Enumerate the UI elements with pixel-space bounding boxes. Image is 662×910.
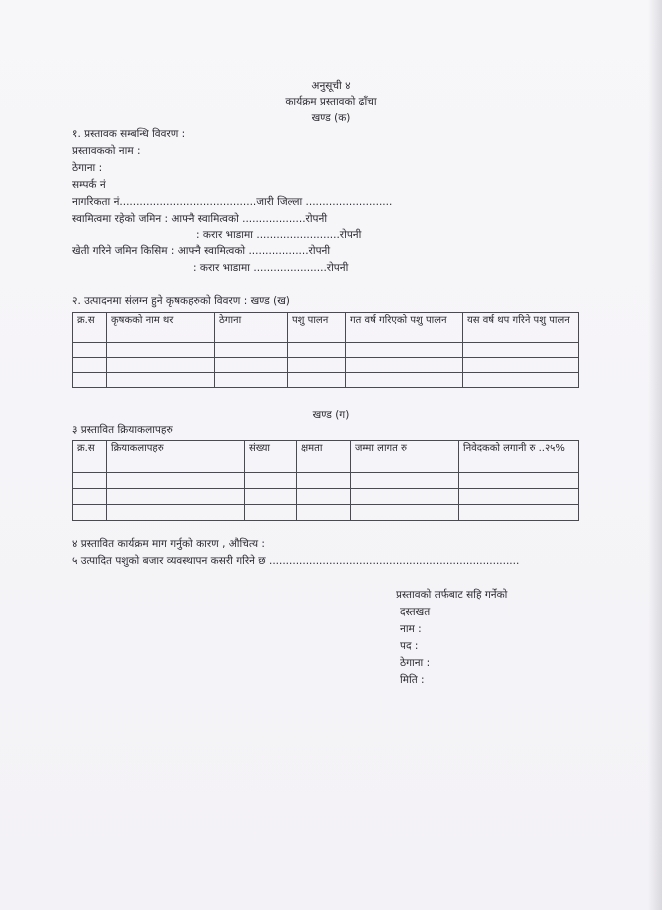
citizenship-field: नागरिकता नं.........................................जारी जिल्ला ..........................: [72, 196, 393, 208]
farm-land-lease-field: : करार भाडामा ......................रोपनी: [193, 262, 349, 274]
document-title: कार्यक्रम प्रस्तावको ढाँचा: [285, 96, 377, 108]
column-header: क्षमता: [297, 441, 351, 473]
proposer-name-field: प्रस्तावकको नाम :: [72, 145, 141, 157]
section-ga-label: खण्ड (ग): [312, 409, 350, 421]
signature-heading: प्रस्तावको तर्फबाट सहि गर्नेको: [396, 589, 508, 601]
column-header: क्रियाकलापहरु: [107, 441, 245, 473]
owned-land-field: स्वामित्वमा रहेको जमिन : आफ्नै स्वामित्वको ...................रोपनी: [72, 213, 328, 225]
column-header: गत वर्ष गरिएको पशु पालन: [346, 313, 463, 343]
signatory-post-field: पद :: [400, 640, 419, 652]
table-row: [73, 358, 579, 373]
proposer-address-field: ठेगाना :: [72, 162, 103, 174]
section-ka-label: खण्ड (क): [311, 112, 351, 124]
table-row: [73, 473, 579, 489]
column-header: जम्मा लागत रु: [351, 441, 459, 473]
signatory-name-field: नाम :: [400, 623, 422, 635]
page-edge-shadow: [648, 0, 662, 910]
signatory-address-field: ठेगाना :: [400, 657, 431, 669]
contact-field: सम्पर्क नं: [72, 179, 106, 191]
owned-land-lease-field: : करार भाडामा .........................रोपनी: [196, 229, 362, 241]
table-row: [73, 489, 579, 505]
column-header: पशु पालन: [288, 313, 346, 343]
section2-heading: २. उत्पादनमा संलग्न हुने कृषकहरुको विवरण : खण्ड (ख): [72, 295, 290, 307]
item4-justification: ४ प्रस्तावित कार्यक्रम माग गर्नुको कारण , औचित्य :: [72, 538, 265, 550]
signature-field: दस्तखत: [400, 606, 431, 618]
column-header: क्र.स: [73, 441, 107, 473]
activities-table-header: [73, 441, 579, 473]
column-header: निवेदकको लगानी रु ..२५%: [459, 441, 579, 473]
table-row: [73, 505, 579, 521]
annex-label: अनुसूची ४: [311, 80, 351, 92]
section1-heading: १. प्रस्तावक सम्बन्धि विवरण :: [72, 128, 186, 140]
table-row: [73, 343, 579, 358]
column-header: यस वर्ष थप गरिने पशु पालन: [463, 313, 579, 343]
column-header: ठेगाना: [215, 313, 288, 343]
column-header: क्र.स: [73, 313, 107, 343]
farmers-table-header: [73, 313, 579, 343]
column-header: संख्या: [245, 441, 297, 473]
section3-heading: ३ प्रस्तावित क्रियाकलापहरु: [72, 424, 173, 436]
signatory-date-field: मिति :: [400, 674, 425, 686]
table-row: [73, 373, 579, 388]
column-header: कृषकको नाम थर: [107, 313, 215, 343]
farmers-table: [72, 312, 579, 388]
activities-table: [72, 440, 579, 521]
item5-market-management: ५ उत्पादित पशुको बजार व्यवस्थापन कसरी गरिने छ ...........................................................................: [72, 555, 520, 567]
farm-land-field: खेती गरिने जमिन किसिम : आफ्नै स्वामित्वको ..................रोपनी: [72, 245, 331, 257]
